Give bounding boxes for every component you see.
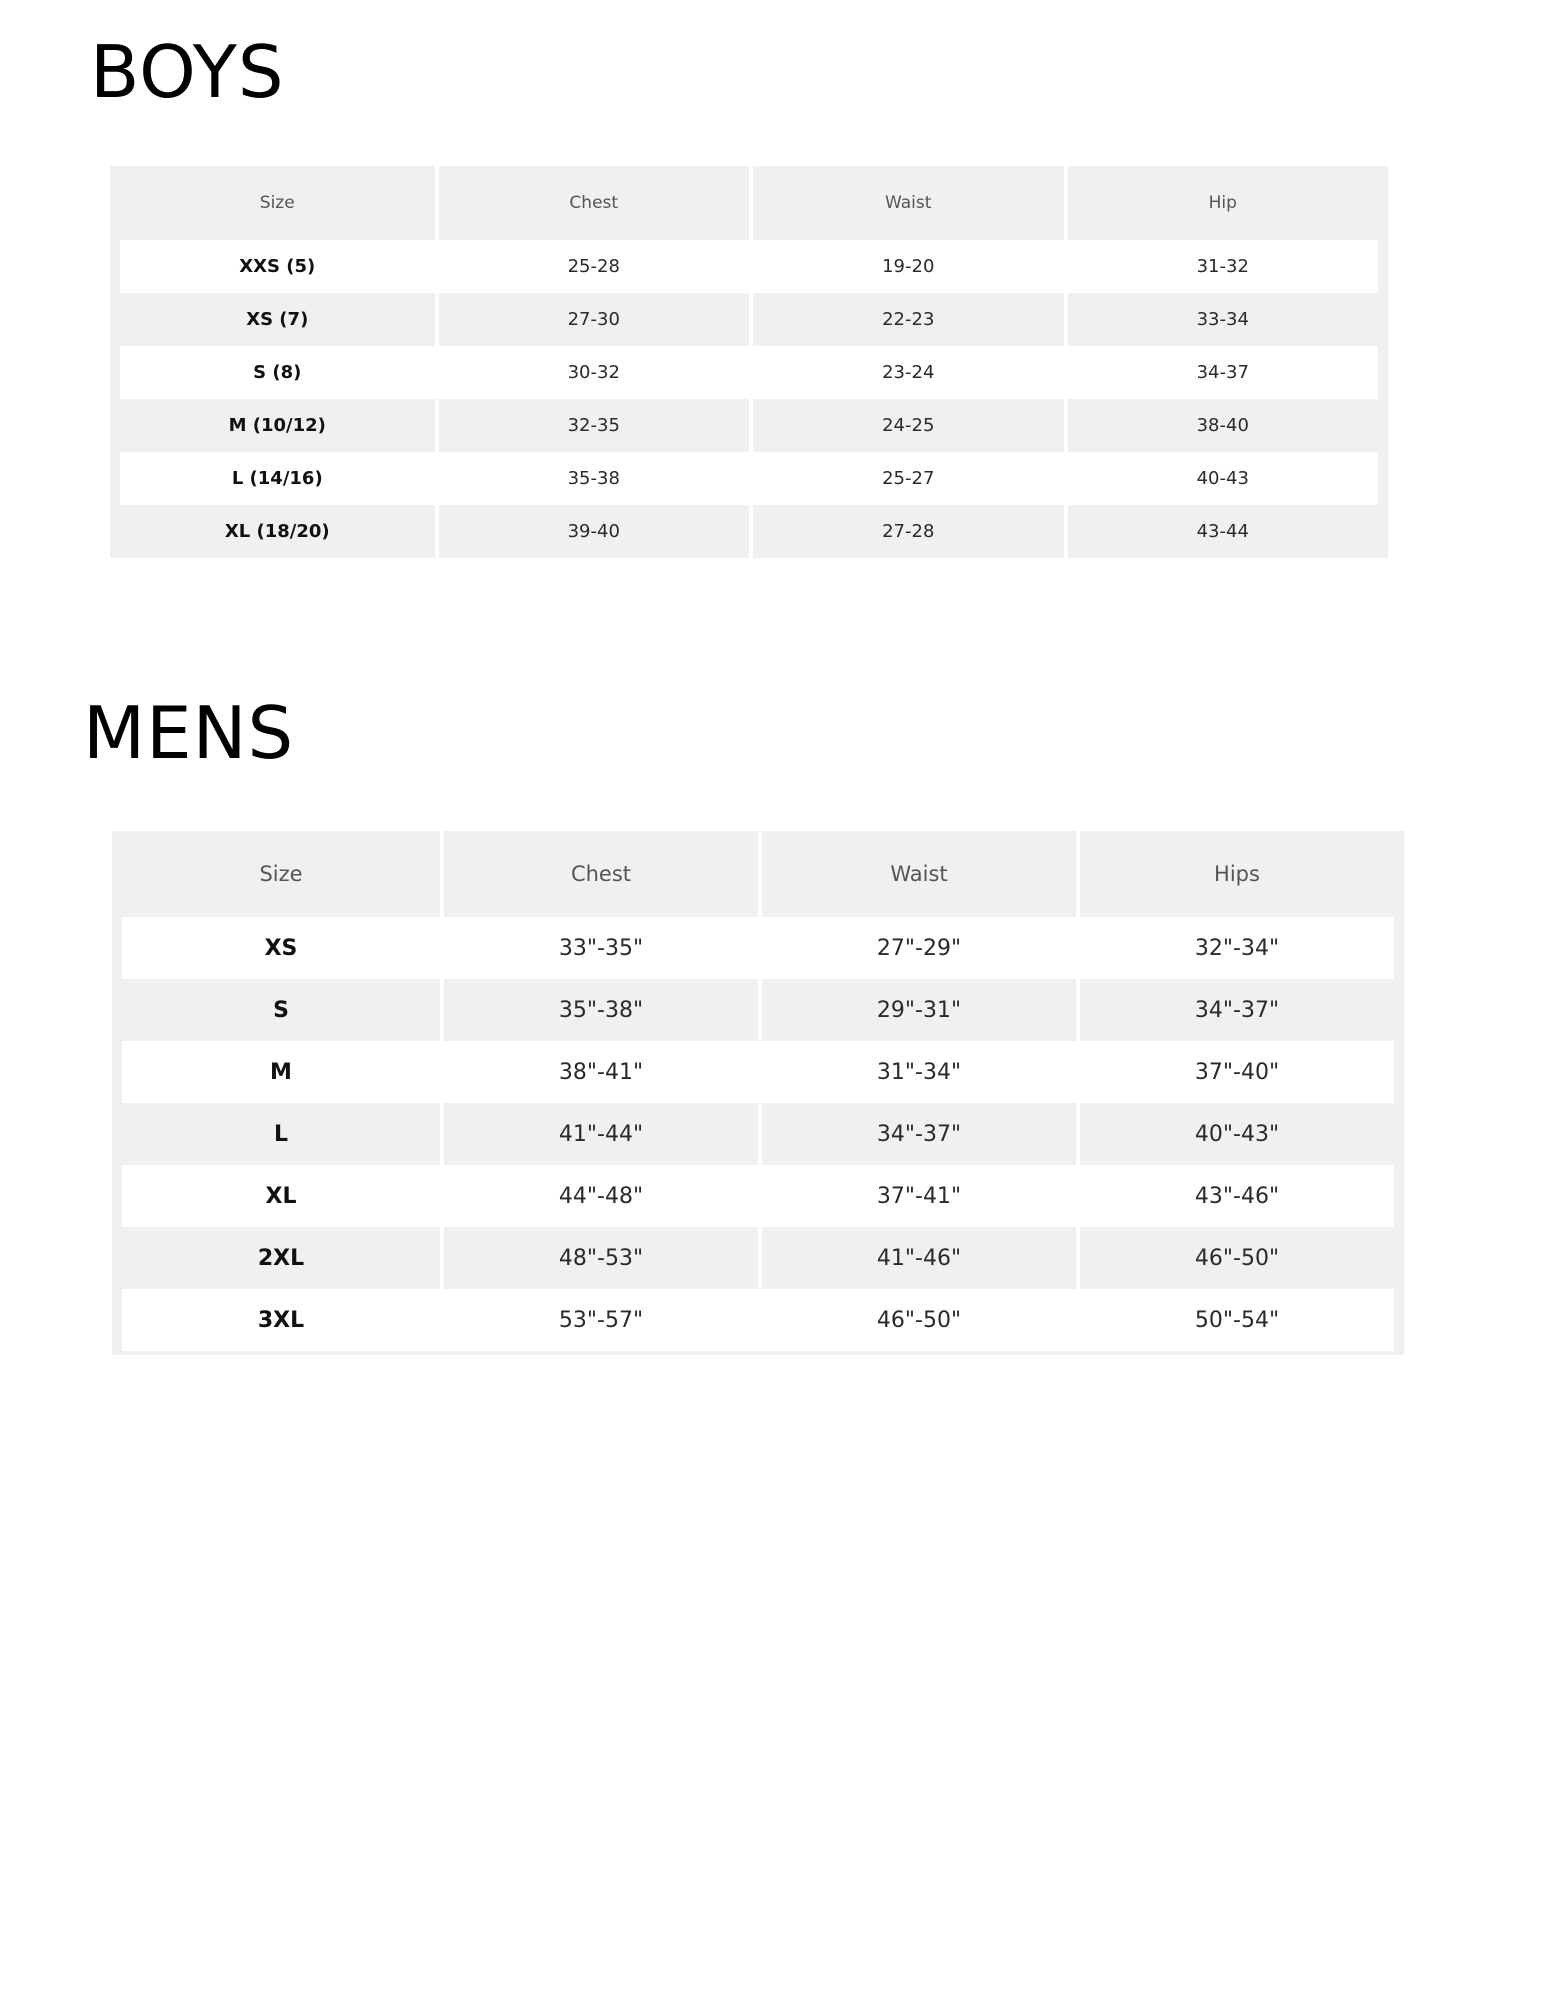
table-row — [120, 399, 1378, 452]
size-cell: L (14/16) — [120, 452, 435, 505]
size-cell: 3XL — [122, 1289, 440, 1351]
chest-cell: 27-30 — [435, 293, 750, 346]
table-row — [122, 917, 1394, 979]
column-header-hips: Hips — [1076, 831, 1394, 917]
waist-cell: 24-25 — [749, 399, 1064, 452]
table-row — [122, 1103, 1394, 1165]
chest-cell: 53"-57" — [440, 1289, 758, 1351]
table-row — [120, 346, 1378, 399]
column-header-waist: Waist — [749, 166, 1064, 240]
hip-cell: 34-37 — [1064, 346, 1379, 399]
size-cell: XS (7) — [120, 293, 435, 346]
hips-cell: 50"-54" — [1076, 1289, 1394, 1351]
waist-cell: 31"-34" — [758, 1041, 1076, 1103]
column-header-chest: Chest — [435, 166, 750, 240]
waist-cell: 27"-29" — [758, 917, 1076, 979]
boys-size-table — [120, 166, 1378, 558]
chest-cell: 38"-41" — [440, 1041, 758, 1103]
size-cell: M (10/12) — [120, 399, 435, 452]
column-header-size: Size — [120, 166, 435, 240]
table-header-row — [122, 831, 1394, 917]
table-row — [122, 1289, 1394, 1351]
mens-section-title: MENS — [83, 691, 295, 775]
size-cell: S (8) — [120, 346, 435, 399]
table-row — [122, 979, 1394, 1041]
waist-cell: 29"-31" — [758, 979, 1076, 1041]
waist-cell: 41"-46" — [758, 1227, 1076, 1289]
hips-cell: 37"-40" — [1076, 1041, 1394, 1103]
table-header-row — [120, 166, 1378, 240]
hip-cell: 33-34 — [1064, 293, 1379, 346]
chest-cell: 25-28 — [435, 240, 750, 293]
waist-cell: 34"-37" — [758, 1103, 1076, 1165]
waist-cell: 22-23 — [749, 293, 1064, 346]
chest-cell: 44"-48" — [440, 1165, 758, 1227]
table-bottom-spacer — [122, 1351, 1394, 1355]
boys-size-chart — [110, 166, 1388, 558]
waist-cell: 23-24 — [749, 346, 1064, 399]
table-row — [120, 240, 1378, 293]
hip-cell: 40-43 — [1064, 452, 1379, 505]
waist-cell: 37"-41" — [758, 1165, 1076, 1227]
size-cell: 2XL — [122, 1227, 440, 1289]
table-row — [122, 1165, 1394, 1227]
size-cell: XL — [122, 1165, 440, 1227]
mens-size-chart — [112, 831, 1404, 1355]
hips-cell: 34"-37" — [1076, 979, 1394, 1041]
column-header-size: Size — [122, 831, 440, 917]
size-cell: S — [122, 979, 440, 1041]
column-header-hip: Hip — [1064, 166, 1379, 240]
column-header-chest: Chest — [440, 831, 758, 917]
table-row — [120, 505, 1378, 558]
chest-cell: 39-40 — [435, 505, 750, 558]
hip-cell: 31-32 — [1064, 240, 1379, 293]
size-cell: XXS (5) — [120, 240, 435, 293]
size-cell: XL (18/20) — [120, 505, 435, 558]
hips-cell: 46"-50" — [1076, 1227, 1394, 1289]
mens-size-table — [122, 831, 1394, 1355]
table-row — [122, 1227, 1394, 1289]
column-header-waist: Waist — [758, 831, 1076, 917]
hips-cell: 40"-43" — [1076, 1103, 1394, 1165]
hip-cell: 38-40 — [1064, 399, 1379, 452]
hips-cell: 43"-46" — [1076, 1165, 1394, 1227]
size-cell: XS — [122, 917, 440, 979]
chest-cell: 32-35 — [435, 399, 750, 452]
boys-section-title: BOYS — [90, 30, 285, 114]
chest-cell: 41"-44" — [440, 1103, 758, 1165]
chest-cell: 30-32 — [435, 346, 750, 399]
waist-cell: 46"-50" — [758, 1289, 1076, 1351]
size-cell: M — [122, 1041, 440, 1103]
table-row — [120, 452, 1378, 505]
chest-cell: 33"-35" — [440, 917, 758, 979]
size-cell: L — [122, 1103, 440, 1165]
waist-cell: 19-20 — [749, 240, 1064, 293]
table-row — [122, 1041, 1394, 1103]
waist-cell: 27-28 — [749, 505, 1064, 558]
chest-cell: 35-38 — [435, 452, 750, 505]
chest-cell: 35"-38" — [440, 979, 758, 1041]
table-row — [120, 293, 1378, 346]
hip-cell: 43-44 — [1064, 505, 1379, 558]
chest-cell: 48"-53" — [440, 1227, 758, 1289]
waist-cell: 25-27 — [749, 452, 1064, 505]
hips-cell: 32"-34" — [1076, 917, 1394, 979]
